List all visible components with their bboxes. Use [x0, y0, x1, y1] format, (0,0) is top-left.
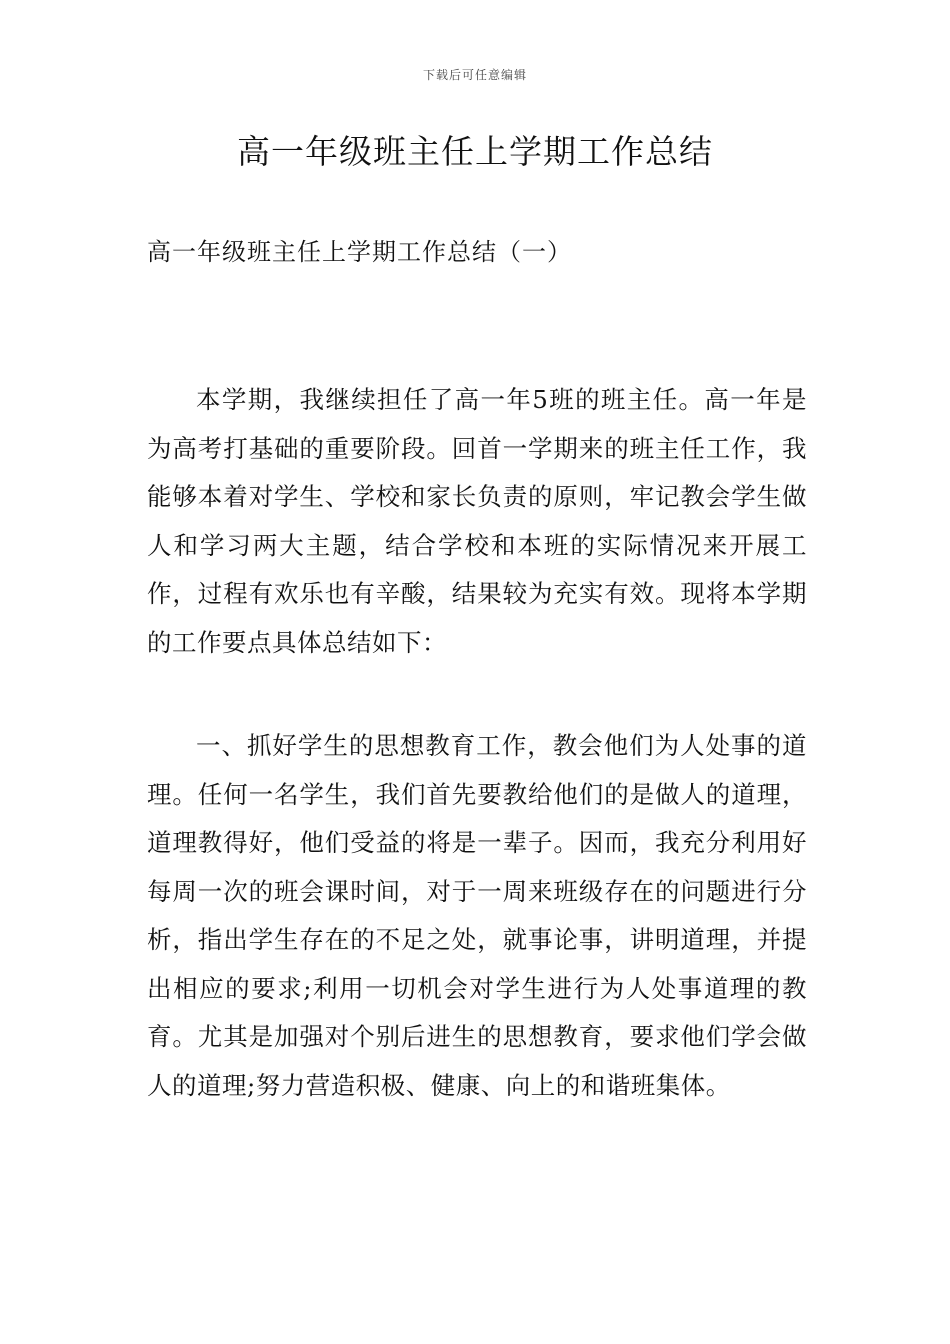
document-title: 高一年级班主任上学期工作总结	[237, 132, 713, 171]
header-note: 下载后可任意编辑	[422, 68, 527, 82]
body-paragraph-2: 一、抓好学生的思想教育工作，教会他们为人处事的道理。任何一名学生，我们首先要教给他们的是做人的道理，道理教得好，他们受益的将是一辈子。因而，我充分利用好每周一次的班会课时间，对于一周来班级存在的问题进行分析，指出学生存在的不足之处，就事论事，讲明道理，并提出相应的要求;利用一切机会对学生进行为人处事道理的教育。尤其是加强对个别后进生的思想教育，要求他们学会做人的道理;努力营造积极、健康、向上的和谐班集体。	[147, 731, 807, 1100]
body-paragraph-1: 本学期，我继续担任了高一年5班的班主任。高一年是为高考打基础的重要阶段。回首一学期来的班主任工作，我能够本着对学生、学校和家长负责的原则，牢记教会学生做人和学习两大主题，结合学校和本班的实际情况来开展工作，过程有欢乐也有辛酸，结果较为充实有效。现将本学期的工作要点具体总结如下：	[147, 385, 807, 657]
document-subtitle: 高一年级班主任上学期工作总结（一）	[147, 238, 572, 266]
